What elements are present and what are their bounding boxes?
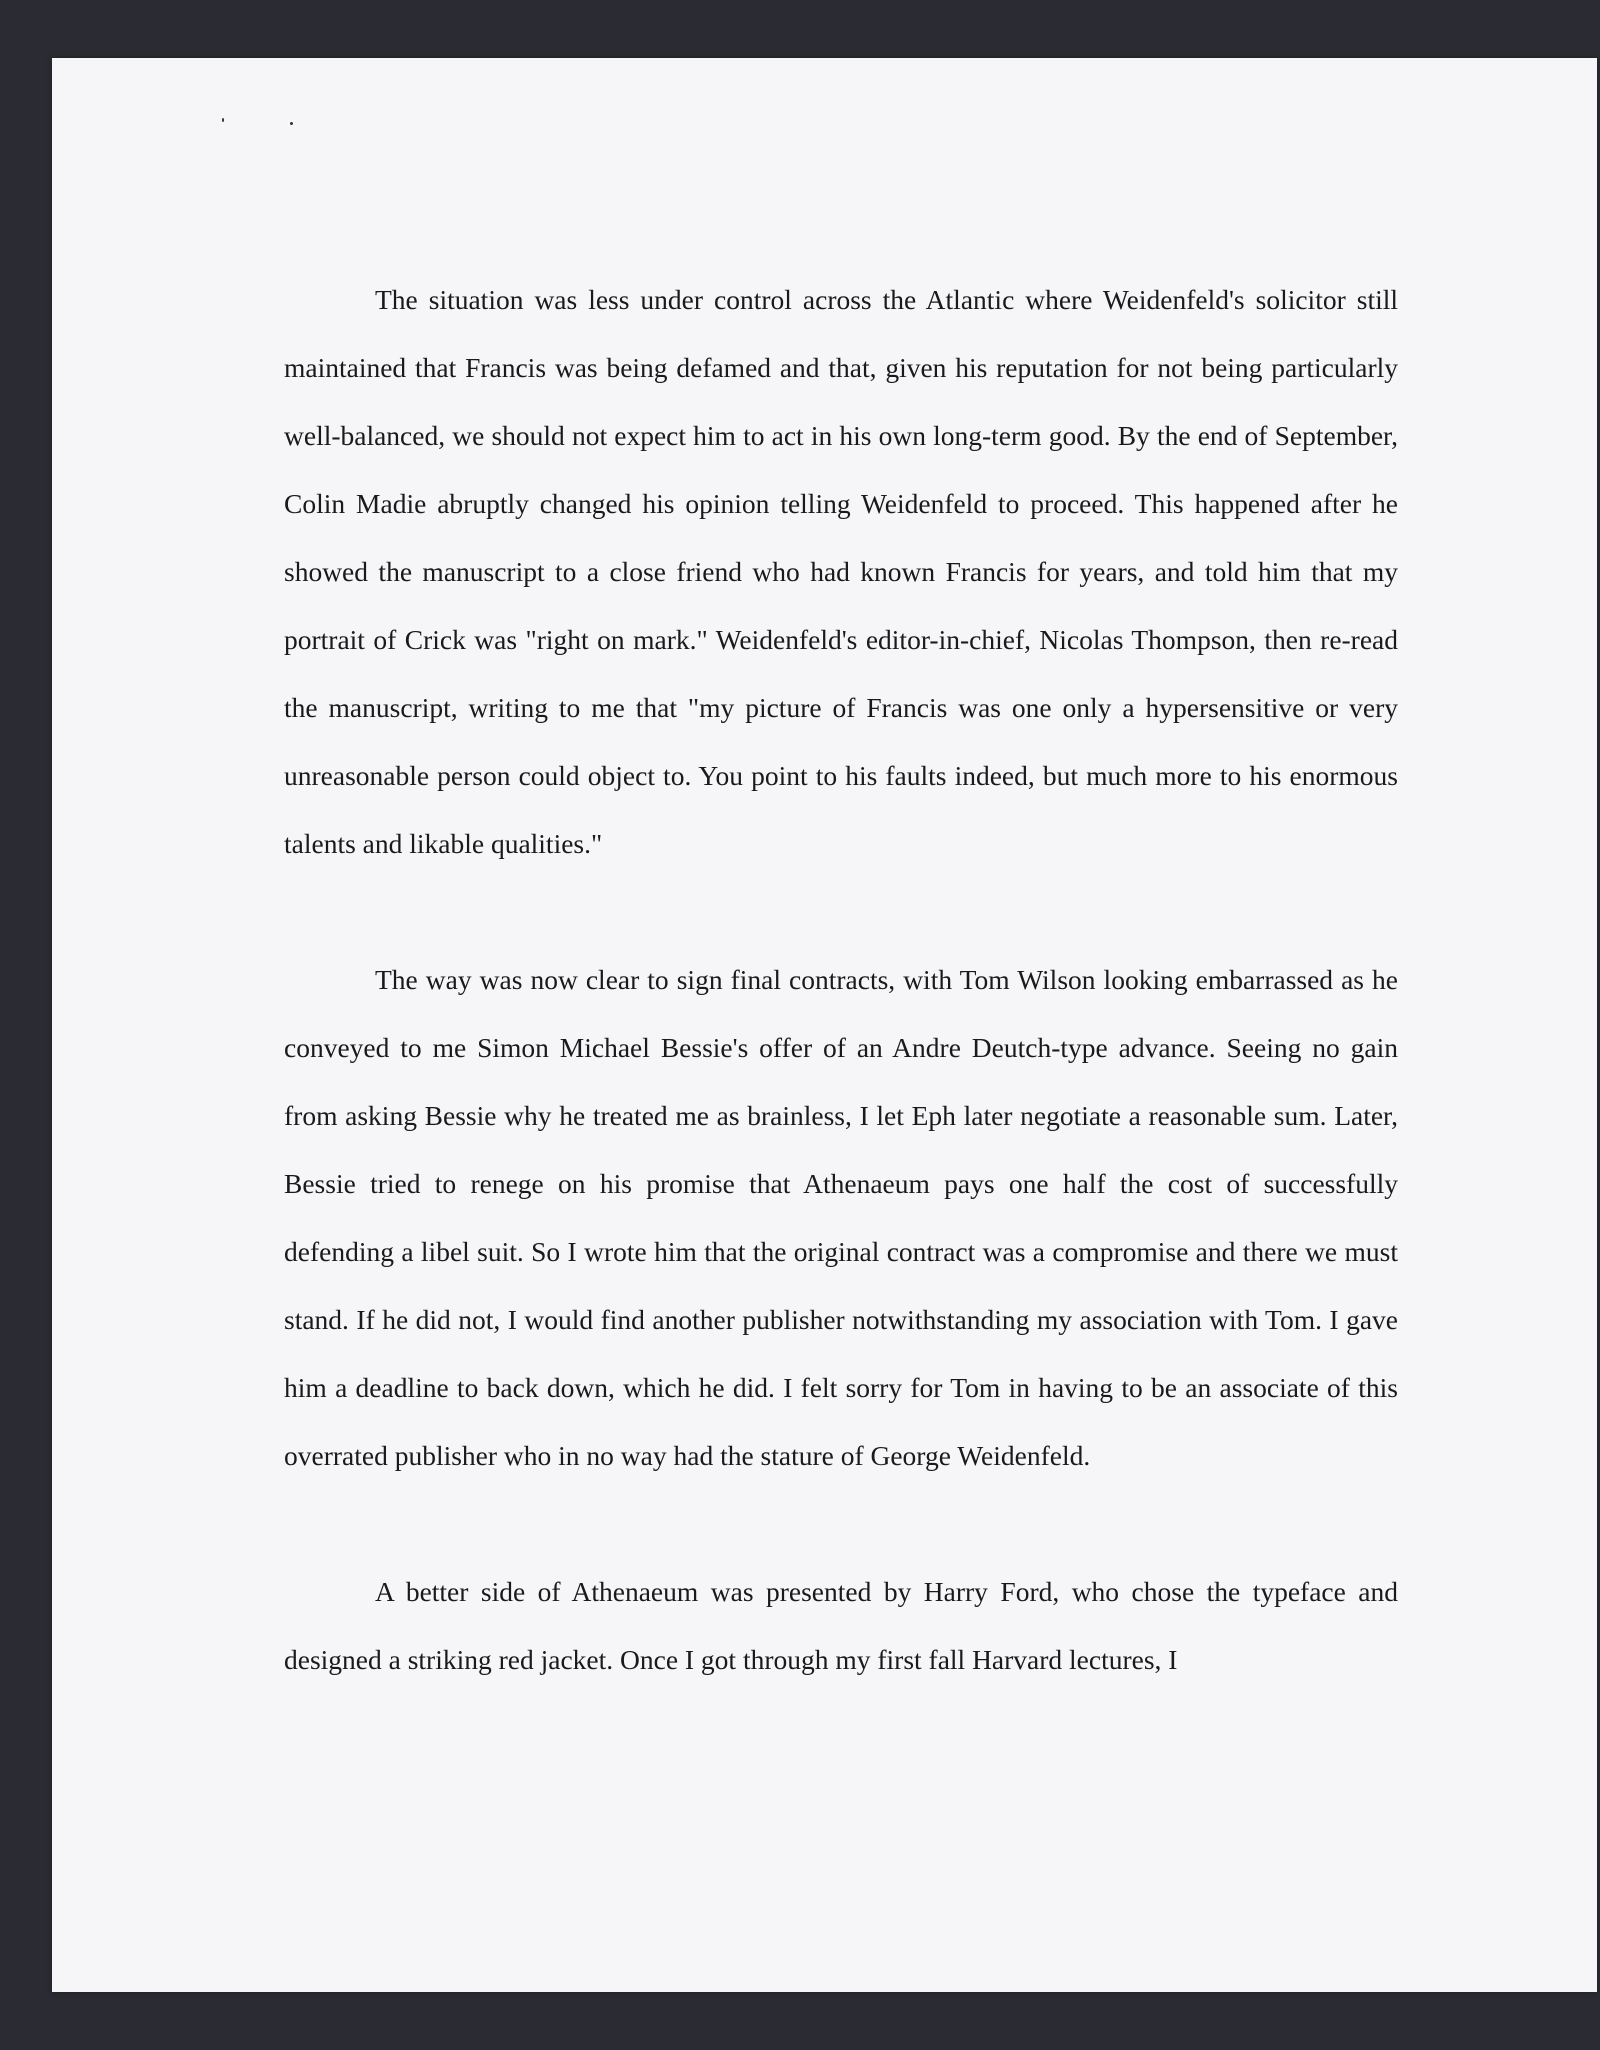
stray-mark [222,118,224,122]
document-page [52,58,1597,1992]
paragraph-1: The situation was less under control across the Atlantic where Weidenfeld's solicitor still maintained that Francis was being defamed and that, given his reputation for not being particularly well-balanced, we should not expect him to act in his own long-term good. By the end of September, Colin Madie abruptly changed his opinion telling Weidenfeld to proceed. This happened after he showed the manuscript to a close friend who had known Francis for years, and told him that my portrait of Crick was "right on mark." Weidenfeld's editor-in-chief, Nicolas Thompson, then re-read the manuscript, writing to me that "my picture of Francis was one only a hypersensitive or very unreasonable person could object to. You point to his faults indeed, but much more to his enormous talents and likable qualities." [284,284,1398,859]
paragraph-3: A better side of Athenaeum was presented by Harry Ford, who chose the typeface and designed a striking red jacket. Once I got through my first fall Harvard lectures, I [284,1576,1398,1675]
stray-mark [290,122,293,125]
body-text [284,266,1398,1694]
stray-marks [170,110,250,130]
paragraph-2: The way was now clear to sign final contracts, with Tom Wilson looking embarrassed as he conveyed to me Simon Michael Bessie's offer of an Andre Deutch-type advance. Seeing no gain from asking Bessie why he treated me as brainless, I let Eph later negotiate a reasonable sum. Later, Bessie tried to renege on his promise that Athenaeum pays one half the cost of successfully defending a libel suit. So I wrote him that the original contract was a compromise and there we must stand. If he did not, I would find another publisher notwithstanding my association with Tom. I gave him a deadline to back down, which he did. I felt sorry for Tom in having to be an associate of this overrated publisher who in no way had the stature of George Weidenfeld. [284,964,1398,1471]
